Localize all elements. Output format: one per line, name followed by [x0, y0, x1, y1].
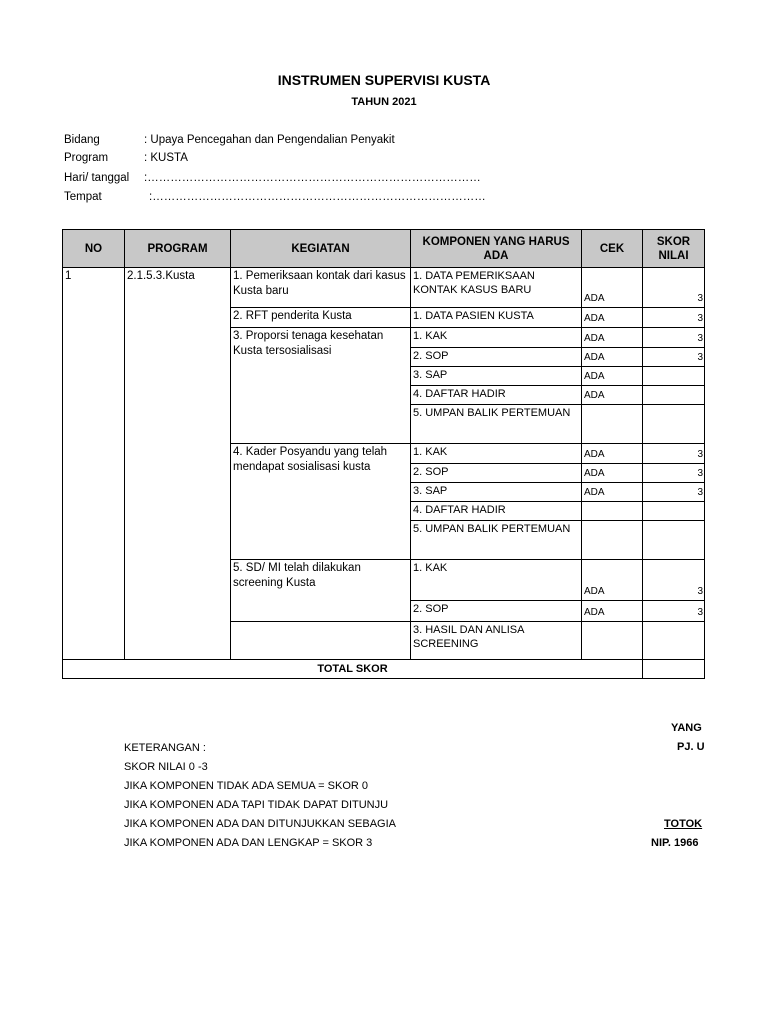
cell-skor — [643, 367, 705, 386]
info-value-bidang: : Upaya Pencegahan dan Pengendalian Penyakit — [144, 134, 395, 146]
cell-kegiatan-empty — [231, 622, 411, 660]
signature-line-1: YANG — [671, 722, 702, 734]
header-skor: SKOR NILAI — [643, 230, 705, 268]
note-line: JIKA KOMPONEN ADA DAN LENGKAP = SKOR 3 — [124, 837, 373, 849]
cell-skor — [643, 405, 705, 444]
header-cek: CEK — [582, 230, 643, 268]
cell-komponen: 1. KAK — [411, 560, 582, 601]
header-komponen: KOMPONEN YANG HARUS ADA — [411, 230, 582, 268]
cell-kegiatan-1: 1. Pemeriksaan kontak dari kasus Kusta baru — [231, 268, 411, 308]
cell-komponen: 5. UMPAN BALIK PERTEMUAN — [411, 521, 582, 560]
cell-skor: 3 — [643, 328, 705, 348]
cell-skor — [643, 521, 705, 560]
note-line: JIKA KOMPONEN ADA TAPI TIDAK DAPAT DITUNJU — [124, 799, 389, 811]
supervision-table — [62, 229, 705, 679]
cell-cek: ADA — [582, 483, 643, 502]
cell-komponen: 1. KAK — [411, 328, 582, 348]
info-label-program: Program — [64, 152, 109, 164]
note-line: SKOR NILAI 0 -3 — [124, 761, 208, 773]
cell-cek: ADA — [582, 367, 643, 386]
cell-komponen: 3. HASIL DAN ANLISA SCREENING — [411, 622, 582, 660]
cell-skor: 3 — [643, 348, 705, 367]
cell-no: 1 — [63, 268, 125, 660]
cell-skor: 3 — [643, 601, 705, 622]
cell-komponen: 4. DAFTAR HADIR — [411, 386, 582, 405]
cell-skor: 3 — [643, 268, 705, 308]
info-value-place: :…………………………………………………………………………… — [149, 191, 486, 203]
cell-skor: 3 — [643, 464, 705, 483]
table-header-row — [63, 230, 705, 268]
cell-cek: ADA — [582, 601, 643, 622]
cell-kegiatan-5: 5. SD/ MI telah dilakukan screening Kusta — [231, 560, 411, 622]
note-line: JIKA KOMPONEN ADA DAN DITUNJUKKAN SEBAGIA — [124, 818, 397, 830]
cell-komponen: 1. KAK — [411, 444, 582, 464]
cell-komponen: 3. SAP — [411, 367, 582, 386]
cell-skor: 3 — [643, 560, 705, 601]
cell-skor — [643, 386, 705, 405]
total-row — [63, 660, 705, 679]
cell-komponen: 2. SOP — [411, 601, 582, 622]
cell-cek: ADA — [582, 444, 643, 464]
table-row — [63, 268, 705, 308]
header-no: NO — [63, 230, 125, 268]
header-kegiatan: KEGIATAN — [231, 230, 411, 268]
cell-skor — [643, 502, 705, 521]
total-skor-value — [643, 660, 705, 679]
cell-cek: ADA — [582, 464, 643, 483]
cell-cek: ADA — [582, 560, 643, 601]
cell-cek: ADA — [582, 268, 643, 308]
cell-cek: ADA — [582, 386, 643, 405]
info-label-date: Hari/ tanggal — [64, 172, 130, 184]
cell-komponen: 5. UMPAN BALIK PERTEMUAN — [411, 405, 582, 444]
cell-cek: ADA — [582, 308, 643, 328]
cell-komponen: 2. SOP — [411, 464, 582, 483]
cell-skor: 3 — [643, 308, 705, 328]
info-label-place: Tempat — [64, 191, 102, 203]
signature-nip: NIP. 1966 — [651, 837, 699, 849]
signature-line-2: PJ. U — [677, 741, 705, 753]
header-program: PROGRAM — [125, 230, 231, 268]
info-label-bidang: Bidang — [64, 134, 100, 146]
document-title: INSTRUMEN SUPERVISI KUSTA — [277, 72, 491, 88]
cell-skor: 3 — [643, 483, 705, 502]
cell-komponen: 1. DATA PASIEN KUSTA — [411, 308, 582, 328]
cell-skor — [643, 622, 705, 660]
cell-skor: 3 — [643, 444, 705, 464]
cell-cek — [582, 405, 643, 444]
signature-name: TOTOK — [664, 818, 703, 830]
cell-kegiatan-4: 4. Kader Posyandu yang telah mendapat sosialisasi kusta — [231, 444, 411, 560]
cell-cek: ADA — [582, 348, 643, 367]
cell-cek: ADA — [582, 328, 643, 348]
cell-kegiatan-2: 2. RFT penderita Kusta — [231, 308, 411, 328]
cell-cek — [582, 622, 643, 660]
cell-komponen: 2. SOP — [411, 348, 582, 367]
info-value-program: : KUSTA — [144, 152, 188, 164]
cell-program: 2.1.5.3.Kusta — [125, 268, 231, 660]
document-year: TAHUN 2021 — [351, 96, 417, 108]
total-skor-label: TOTAL SKOR — [63, 660, 643, 679]
cell-komponen: 1. DATA PEMERIKSAAN KONTAK KASUS BARU — [411, 268, 582, 308]
cell-kegiatan-3: 3. Proporsi tenaga kesehatan Kusta tersosialisasi — [231, 328, 411, 444]
note-heading: KETERANGAN : — [124, 742, 206, 754]
info-value-date: :…………………………………………………………………………… — [144, 172, 481, 184]
note-line: JIKA KOMPONEN TIDAK ADA SEMUA = SKOR 0 — [124, 780, 369, 792]
cell-cek — [582, 502, 643, 521]
cell-cek — [582, 521, 643, 560]
cell-komponen: 4. DAFTAR HADIR — [411, 502, 582, 521]
cell-komponen: 3. SAP — [411, 483, 582, 502]
